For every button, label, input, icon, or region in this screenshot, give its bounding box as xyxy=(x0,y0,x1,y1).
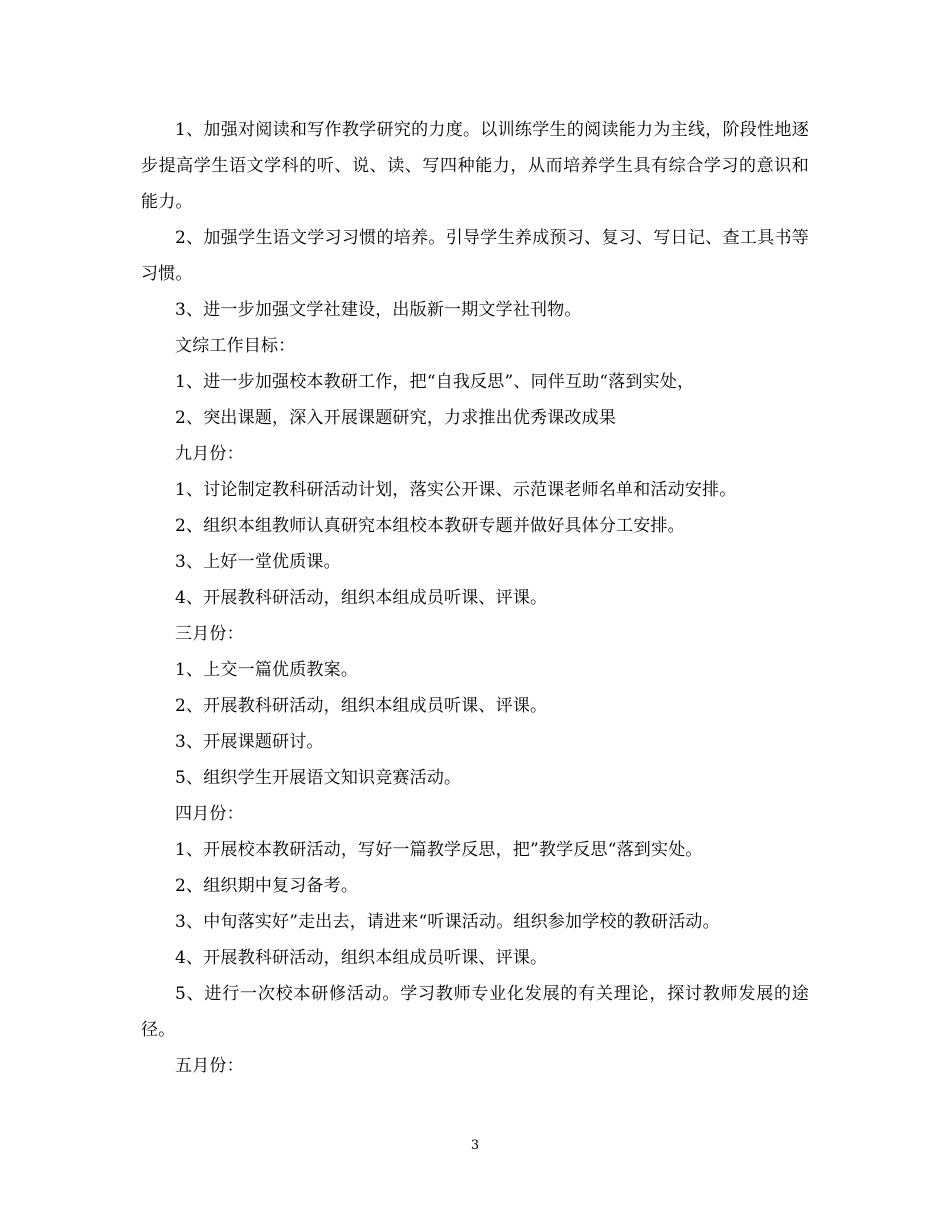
page-number: 3 xyxy=(470,1138,480,1153)
paragraph: 2、加强学生语文学习习惯的培养。引导学生养成预习、复习、写日记、查工具书等习惯。 xyxy=(141,228,809,284)
paragraph: 3、开展课题研讨。 xyxy=(175,732,324,752)
paragraph: 4、开展教科研活动，组织本组成员听课、评课。 xyxy=(175,588,548,608)
paragraph: 3、进一步加强文学社建设，出版新一期文学社刊物。 xyxy=(175,300,582,320)
section-heading: 三月份： xyxy=(175,624,244,644)
paragraph: 2、组织期中复习备考。 xyxy=(175,876,359,896)
paragraph: 1、进一步加强校本教研工作，把“自我反思”、同伴互助“落到实处， xyxy=(175,372,695,392)
section-heading: 四月份： xyxy=(175,804,244,824)
paragraph: 5、组织学生开展语文知识竞赛活动。 xyxy=(175,768,462,788)
paragraph: 1、开展校本教研活动，写好一篇教学反思，把”教学反思“落到实处。 xyxy=(175,840,703,860)
document-body xyxy=(141,112,809,1084)
paragraph: 3、上好一堂优质课。 xyxy=(175,552,341,572)
paragraph: 1、讨论制定教科研活动计划，落实公开课、示范课老师名单和活动安排。 xyxy=(175,480,737,500)
paragraph: 5、进行一次校本研修活动。学习教师专业化发展的有关理论，探讨教师发展的途径。 xyxy=(141,984,809,1040)
paragraph: 1、上交一篇优质教案。 xyxy=(175,660,359,680)
paragraph: 2、突出课题，深入开展课题研究，力求推出优秀课改成果 xyxy=(175,408,617,428)
paragraph: 1、加强对阅读和写作教学研究的力度。以训练学生的阅读能力为主线，阶段性地逐步提高学生语文学科的听、说、读、写四种能力，从而培养学生具有综合学习的意识和能力。 xyxy=(141,120,809,212)
section-heading: 九月份： xyxy=(175,444,244,464)
section-heading: 五月份： xyxy=(175,1056,244,1076)
section-heading: 文综工作目标： xyxy=(175,336,296,356)
paragraph: 2、开展教科研活动，组织本组成员听课、评课。 xyxy=(175,696,548,716)
paragraph: 3、中旬落实好”走出去，请进来“听课活动。组织参加学校的教研活动。 xyxy=(175,912,720,932)
paragraph: 4、开展教科研活动，组织本组成员听课、评课。 xyxy=(175,948,548,968)
paragraph: 2、组织本组教师认真研究本组校本教研专题并做好具体分工安排。 xyxy=(175,516,685,536)
